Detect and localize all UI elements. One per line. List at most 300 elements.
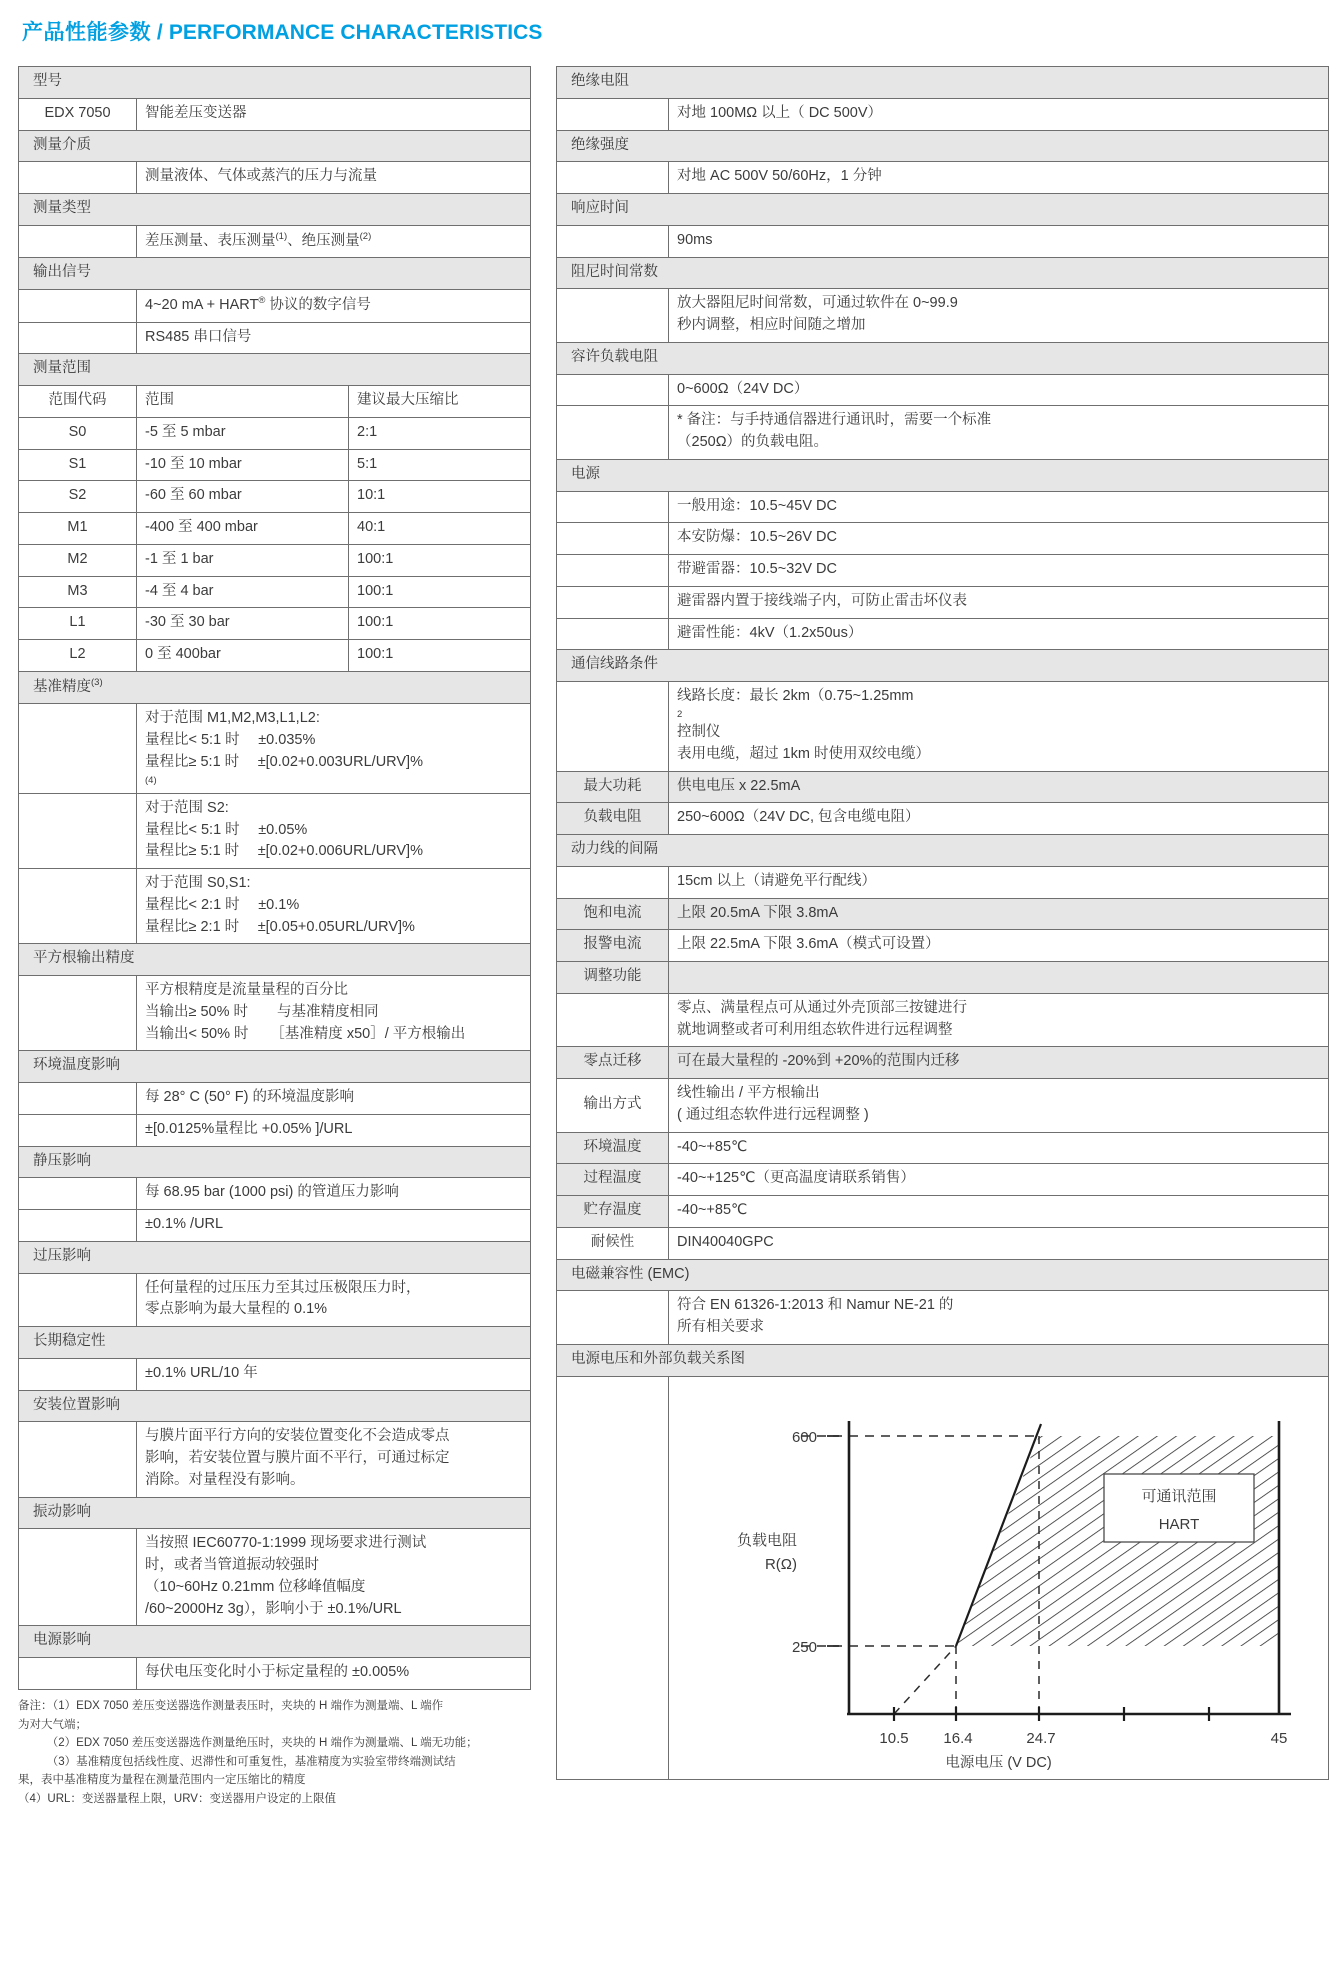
range-ratio: 2:1 [349,417,531,449]
model-section-label: 型号 [19,67,531,99]
power-row-value: 一般用途：10.5~45V DC [669,491,1329,523]
row-comm-line-value [557,682,1329,772]
range-code: S1 [19,449,137,481]
accuracy-group-1-line-2-wrap [145,752,522,788]
power-line-gap-value: 15cm 以上（请避免平行配线） [669,866,1329,898]
range-header-code: 范围代码 [19,386,137,418]
row-max-power [557,771,1329,803]
adjust-function-section-blank [669,962,1329,994]
meastype-blank-cell [19,225,137,258]
row-chart [557,1376,1329,1780]
ambient-effect-line-2: ±[0.0125%量程比 +0.05% ]/URL [137,1114,531,1146]
row-output-section [19,258,531,290]
row-output-mode [557,1079,1329,1133]
accuracy-group-2-line-1: 量程比< 5:1 时 ±0.05% [145,821,308,838]
row-ambient-effect-line-1 [19,1083,531,1115]
static-effect-blank-2 [19,1210,137,1242]
overpressure-value [137,1273,531,1327]
insulation-strength-section-label: 绝缘强度 [557,130,1329,162]
insulation-strength-blank [557,162,669,194]
alarm-current-value: 上限 22.5mA 下限 3.6mA（模式可设置） [669,930,1329,962]
range-code: M1 [19,513,137,545]
row-power-section [557,459,1329,491]
output-blank-cell-1 [19,290,137,323]
comm-line-blank [557,682,669,772]
response-time-value: 90ms [669,225,1329,257]
accuracy-group-1-line-2: 量程比≥ 5:1 时 ±[0.02+0.003URL/URV]% [145,753,423,770]
accuracy-group-1-sup: (4) [145,774,157,786]
emc-value [669,1291,1329,1345]
mounting-line-1: 与膜片面平行方向的安装位置变化不会造成零点 [145,1428,450,1445]
table-row [557,618,1329,650]
left-column [18,66,530,1809]
row-medium-value [19,162,531,194]
left-spec-table [18,66,531,1690]
meastype-value-b: 、绝压测量 [287,232,360,249]
accuracy-group-2 [137,793,531,868]
row-load-resistance [557,803,1329,835]
range-ratio: 100:1 [349,608,531,640]
range-code: L2 [19,640,137,672]
ambient-effect-line-1: 每 28° C (50° F) 的环境温度影响 [137,1083,531,1115]
range-ratio: 100:1 [349,544,531,576]
meastype-value-a: 差压测量、表压测量 [145,232,276,249]
xtick-label-45: 45 [1270,1729,1287,1747]
sqrt-blank-cell [19,976,137,1051]
alarm-current-label: 报警电流 [557,930,669,962]
medium-section-label: 测量介质 [19,130,531,162]
power-line-gap-blank [557,866,669,898]
ytick-label-250: 250 [791,1638,817,1656]
overpressure-line-2: 零点影响为最大量程的 0.1% [145,1301,328,1318]
row-range-headers [19,386,531,418]
xtick-label-10-5: 10.5 [878,1729,909,1747]
accuracy-section-text: 基准精度 [33,678,91,695]
comm-line-1-wrap [677,686,1320,744]
comm-line-value [669,682,1329,772]
power-row-value: 避雷性能：4kV（1.2x50us） [669,618,1329,650]
table-row [557,586,1329,618]
range-code: S2 [19,481,137,513]
insulation-resistance-section-label: 绝缘电阻 [557,67,1329,99]
row-range-section [19,354,531,386]
meastype-sup-1: (1) [275,230,288,242]
adjust-function-line-1: 零点、满量程点可从通过外壳顶部三按键进行 [677,999,967,1016]
vibration-value [137,1529,531,1626]
meastype-sup-2: (2) [359,230,372,242]
range-span: 0 至 400bar [137,640,349,672]
damping-lines [677,293,1320,337]
footnote-line: 果，表中基准精度为量程在测量范围内一定压缩比的精度 [18,1774,306,1787]
emc-line-1: 符合 EN 61326-1:2013 和 Namur NE-21 的 [677,1297,954,1314]
row-mounting-section [19,1390,531,1422]
row-storage-temp [557,1196,1329,1228]
power-section-label: 电源 [557,459,1329,491]
row-longterm-value [19,1358,531,1390]
loadline-dashed-segment [894,1646,956,1714]
table-row [19,576,531,608]
process-temp-label: 过程温度 [557,1164,669,1196]
range-span: -10 至 10 mbar [137,449,349,481]
row-overpressure-section [19,1241,531,1273]
row-accuracy-group-3 [19,869,531,944]
vibration-line-1: 当按照 IEC60770-1:1999 现场要求进行测试 [145,1535,427,1552]
accuracy-group-3-line-1: 量程比< 2:1 时 ±0.1% [145,896,300,913]
row-meastype-value [19,225,531,258]
output-value-1b: 协议的数字信号 [265,296,371,313]
load-allowed-blank-1 [557,374,669,406]
load-allowed-blank-2 [557,406,669,460]
row-vibration-section [19,1497,531,1529]
range-ratio: 100:1 [349,576,531,608]
comm-line-1-end: 控制仪 [677,724,721,740]
damping-section-label: 阻尼时间常数 [557,257,1329,289]
load-resistance-label: 负载电阻 [557,803,669,835]
row-accuracy-group-2 [19,793,531,868]
power-blank [557,491,669,523]
storage-temp-value: -40~+85℃ [669,1196,1329,1228]
accuracy-group-1-title: 对于范围 M1,M2,M3,L1,L2: [145,710,320,727]
row-model-value [19,98,531,130]
longterm-section-label: 长期稳定性 [19,1327,531,1359]
range-header-ratio: 建议最大压缩比 [349,386,531,418]
vibration-blank-cell [19,1529,137,1626]
registered-icon: ® [258,295,266,307]
weather-label: 耐候性 [557,1227,669,1259]
range-ratio: 5:1 [349,449,531,481]
page-title-cn: 产品性能参数 [22,21,151,44]
page-title-separator: / [151,21,169,44]
accuracy-group-3-title: 对于范围 S0,S1: [145,875,251,892]
range-header-range: 范围 [137,386,349,418]
spec-columns [18,66,1320,1809]
row-zero-shift [557,1047,1329,1079]
row-load-allowed-section [557,342,1329,374]
mounting-lines [145,1426,522,1491]
accuracy-section-label [19,671,531,704]
range-span: -4 至 4 bar [137,576,349,608]
max-power-value: 供电电压 x 22.5mA [669,771,1329,803]
accuracy-group-2-line-2: 量程比≥ 5:1 时 ±[0.02+0.006URL/URV]% [145,843,423,860]
table-row [19,640,531,672]
range-span: -30 至 30 bar [137,608,349,640]
row-insulation-resistance-section [557,67,1329,99]
load-allowed-note [669,406,1329,460]
load-allowed-note-line-1: * 备注：与手持通信器进行通讯时，需要一个标准 [677,412,992,429]
accuracy-group-1-line-1: 量程比< 5:1 时 ±0.035% [145,732,316,749]
chart-section-label: 电源电压和外部负载关系图 [557,1344,1329,1376]
accuracy-group-3 [137,869,531,944]
longterm-value: ±0.1% URL/10 年 [137,1358,531,1390]
row-medium-section [19,130,531,162]
storage-temp-label: 贮存温度 [557,1196,669,1228]
row-mounting-value [19,1422,531,1497]
row-sqrt-section [19,944,531,976]
xtick-label-24-7: 24.7 [1025,1729,1056,1747]
power-blank [557,586,669,618]
ambient-temp-value: -40~+85℃ [669,1132,1329,1164]
ytick-label-600: 600 [791,1428,817,1446]
row-adjust-function-value [557,993,1329,1047]
row-insulation-resistance-value [557,98,1329,130]
footnote-line: 备注：（1）EDX 7050 差压变送器选作测量表压时，夹块的 H 端作为测量端、L 端作 [18,1699,444,1712]
row-load-allowed-value [557,374,1329,406]
row-comm-line-section [557,650,1329,682]
accuracy-blank-cell-3 [19,869,137,944]
range-ratio: 100:1 [349,640,531,672]
x-axis-label: 电源电压 (V DC) [945,1754,1052,1771]
power-effect-value: 每伏电压变化时小于标定量程的 ±0.005% [137,1658,531,1690]
row-vibration-value [19,1529,531,1626]
sqrt-line-2: 当输出≥ 50% 时 与基准精度相同 [145,1003,379,1020]
page-title-en: PERFORMANCE CHARACTERISTICS [168,21,543,44]
accuracy-group-1-lines [145,708,522,788]
row-power-effect-value [19,1658,531,1690]
row-sqrt-value [19,976,531,1051]
overpressure-lines [145,1278,522,1322]
static-effect-section-label: 静压影响 [19,1146,531,1178]
load-allowed-value: 0~600Ω（24V DC） [669,374,1329,406]
chart-blank-cell [557,1376,669,1780]
mounting-line-2: 影响，若安装位置与膜片面不平行，可通过标定 [145,1450,450,1467]
footnote-line: 为对大气端； [18,1718,87,1731]
vibration-lines [145,1533,522,1620]
table-row [19,608,531,640]
static-effect-line-2: ±0.1% /URL [137,1210,531,1242]
output-mode-label: 输出方式 [557,1079,669,1133]
ambient-effect-section-label: 环境温度影响 [19,1051,531,1083]
load-voltage-chart [679,1381,1319,1751]
power-row-value: 本安防爆：10.5~26V DC [669,523,1329,555]
ambient-temp-label: 环境温度 [557,1132,669,1164]
output-mode-lines [677,1083,1320,1127]
table-row [19,481,531,513]
output-mode-line-2: ( 通过组态软件进行远程调整 ) [677,1106,869,1123]
range-code: M2 [19,544,137,576]
row-response-time-value [557,225,1329,257]
row-static-effect-section [19,1146,531,1178]
vibration-line-3: （10~60Hz 0.21mm 位移峰值幅度 [145,1578,366,1595]
comm-line-lines [677,686,1320,766]
row-static-effect-line-2 [19,1210,531,1242]
range-span: -1 至 1 bar [137,544,349,576]
annotation-line-1: 可通讯范围 [1140,1487,1217,1505]
right-spec-table [556,66,1329,1780]
zero-shift-value: 可在最大量程的 -20%到 +20%的范围内迁移 [669,1047,1329,1079]
hart-communication-region [949,1431,1289,1656]
saturation-current-value: 上限 20.5mA 下限 3.8mA [669,898,1329,930]
right-column [556,66,1328,1780]
table-row [19,513,531,545]
accuracy-group-3-line-2: 量程比≥ 2:1 时 ±[0.05+0.05URL/URV]% [145,918,415,935]
overpressure-section-label: 过压影响 [19,1241,531,1273]
table-row [557,523,1329,555]
row-weather [557,1227,1329,1259]
load-allowed-note-lines [677,410,1320,454]
footnotes [18,1697,538,1809]
range-span: -400 至 400 mbar [137,513,349,545]
footnote-line: （4）URL：变送器量程上限，URV：变送器用户设定的上限值 [18,1793,336,1806]
emc-blank [557,1291,669,1345]
row-output-value-2 [19,322,531,354]
power-blank [557,523,669,555]
row-insulation-strength-section [557,130,1329,162]
row-ambient-temp [557,1132,1329,1164]
output-value-1 [137,290,531,323]
row-power-effect-section [19,1626,531,1658]
footnote-line: （2）EDX 7050 差压变送器选作测量绝压时，夹块的 H 端作为测量端、L 端无功能； [18,1737,478,1750]
power-row-value: 带避雷器：10.5~32V DC [669,555,1329,587]
y-axis-label-line-2: R(Ω) [764,1555,797,1573]
row-damping-section [557,257,1329,289]
row-accuracy-group-1 [19,704,531,794]
hart-range-annotation [1104,1474,1254,1542]
row-alarm-current [557,930,1329,962]
comm-line-section-label: 通信线路条件 [557,650,1329,682]
sqrt-line-1: 平方根精度是流量量程的百分比 [145,982,348,999]
row-longterm-section [19,1327,531,1359]
row-emc-section [557,1259,1329,1291]
range-code: L1 [19,608,137,640]
range-ratio: 40:1 [349,513,531,545]
zero-shift-label: 零点迁移 [557,1047,669,1079]
accuracy-group-2-lines [145,798,522,863]
xtick-label-16-4: 16.4 [942,1729,973,1747]
table-row [19,544,531,576]
annotation-line-2: HART [1158,1515,1199,1533]
insulation-resistance-blank [557,98,669,130]
mounting-section-label: 安装位置影响 [19,1390,531,1422]
footnote-line: （3）基准精度包括线性度、迟滞性和可重复性，基准精度为实验室带终端测试结 [18,1755,456,1768]
table-row [557,555,1329,587]
row-process-temp [557,1164,1329,1196]
accuracy-blank-cell-2 [19,793,137,868]
load-resistance-value: 250~600Ω（24V DC, 包含电缆电阻） [669,803,1329,835]
row-overpressure-value [19,1273,531,1327]
row-saturation-current [557,898,1329,930]
power-effect-blank-cell [19,1658,137,1690]
insulation-strength-value: 对地 AC 500V 50/60Hz，1 分钟 [669,162,1329,194]
mounting-value [137,1422,531,1497]
comm-line-1: 线路长度：最长 2km（0.75~1.25mm [677,688,914,704]
meastype-section-label: 测量类型 [19,194,531,226]
static-effect-line-1: 每 68.95 bar (1000 psi) 的管道压力影响 [137,1178,531,1210]
sqrt-value [137,976,531,1051]
adjust-function-lines [677,998,1320,1042]
vibration-section-label: 振动影响 [19,1497,531,1529]
range-span: -5 至 5 mbar [137,417,349,449]
accuracy-group-2-title: 对于范围 S2: [145,799,229,816]
saturation-current-label: 饱和电流 [557,898,669,930]
ambient-effect-blank-2 [19,1114,137,1146]
mounting-line-3: 消除。对量程没有影响。 [145,1471,305,1488]
emc-line-2: 所有相关要求 [677,1319,764,1335]
output-mode-value [669,1079,1329,1133]
accuracy-blank-cell-1 [19,704,137,794]
vibration-line-4: /60~2000Hz 3g），影响小于 ±0.1%/URL [145,1600,402,1617]
table-row [557,491,1329,523]
row-ambient-effect-line-2 [19,1114,531,1146]
range-ratio: 10:1 [349,481,531,513]
response-time-blank [557,225,669,257]
power-effect-section-label: 电源影响 [19,1626,531,1658]
adjust-function-label: 调整功能 [557,962,669,994]
adjust-function-blank [557,993,669,1047]
power-row-value: 避雷器内置于接线端子内，可防止雷击坏仪表 [669,586,1329,618]
range-code: S0 [19,417,137,449]
row-model-section [19,67,531,99]
damping-blank [557,289,669,343]
response-time-section-label: 响应时间 [557,194,1329,226]
mounting-blank-cell [19,1422,137,1497]
load-allowed-section-label: 容许负载电阻 [557,342,1329,374]
insulation-resistance-value: 对地 100MΩ 以上（ DC 500V） [669,98,1329,130]
y-axis-label-line-1: 负载电阻 [736,1531,797,1549]
medium-value: 测量液体、气体或蒸汽的压力与流量 [137,162,531,194]
ambient-effect-blank-1 [19,1083,137,1115]
load-allowed-note-line-2: （250Ω）的负载电阻。 [677,434,829,450]
row-emc-value [557,1291,1329,1345]
sqrt-line-3: 当输出< 50% 时 ［基准精度 x50］/ 平方根输出 [145,1025,466,1042]
row-power-line-gap-value [557,866,1329,898]
static-effect-blank-1 [19,1178,137,1210]
output-value-2: RS485 串口信号 [137,322,531,354]
weather-value: DIN40040GPC [669,1227,1329,1259]
power-blank [557,618,669,650]
adjust-function-line-2: 就地调整或者可利用组态软件进行远程调整 [677,1021,953,1038]
comm-line-1-sup: 2 [677,708,683,720]
row-meastype-section [19,194,531,226]
page-title [18,10,1320,48]
row-power-line-gap-section [557,835,1329,867]
output-blank-cell-2 [19,322,137,354]
output-section-label: 输出信号 [19,258,531,290]
power-blank [557,555,669,587]
row-insulation-strength-value [557,162,1329,194]
range-span: -60 至 60 mbar [137,481,349,513]
sqrt-section-label: 平方根输出精度 [19,944,531,976]
table-row [19,417,531,449]
output-mode-line-1: 线性输出 / 平方根输出 [677,1085,820,1101]
row-static-effect-line-1 [19,1178,531,1210]
sqrt-lines [145,980,522,1045]
max-power-label: 最大功耗 [557,771,669,803]
emc-lines [677,1295,1320,1339]
row-response-time-section [557,194,1329,226]
accuracy-group-1 [137,704,531,794]
row-ambient-effect-section [19,1051,531,1083]
output-value-1a: 4~20 mA + HART [145,296,259,313]
medium-blank-cell [19,162,137,194]
longterm-blank-cell [19,1358,137,1390]
model-desc: 智能差压变送器 [137,98,531,130]
meastype-value [137,225,531,258]
damping-line-2: 秒内调整，相应时间随之增加 [677,317,866,333]
damping-value [669,289,1329,343]
comm-line-2: 表用电缆，超过 1km 时使用双绞电缆） [677,745,930,762]
row-output-value-1 [19,290,531,323]
table-row [19,449,531,481]
row-load-allowed-note [557,406,1329,460]
power-line-gap-section-label: 动力线的间隔 [557,835,1329,867]
row-accuracy-section [19,671,531,704]
process-temp-value: -40~+125℃（更高温度请联系销售） [669,1164,1329,1196]
accuracy-group-3-lines [145,873,522,938]
range-section-label: 测量范围 [19,354,531,386]
row-chart-section [557,1344,1329,1376]
range-code: M3 [19,576,137,608]
model-code: EDX 7050 [19,98,137,130]
